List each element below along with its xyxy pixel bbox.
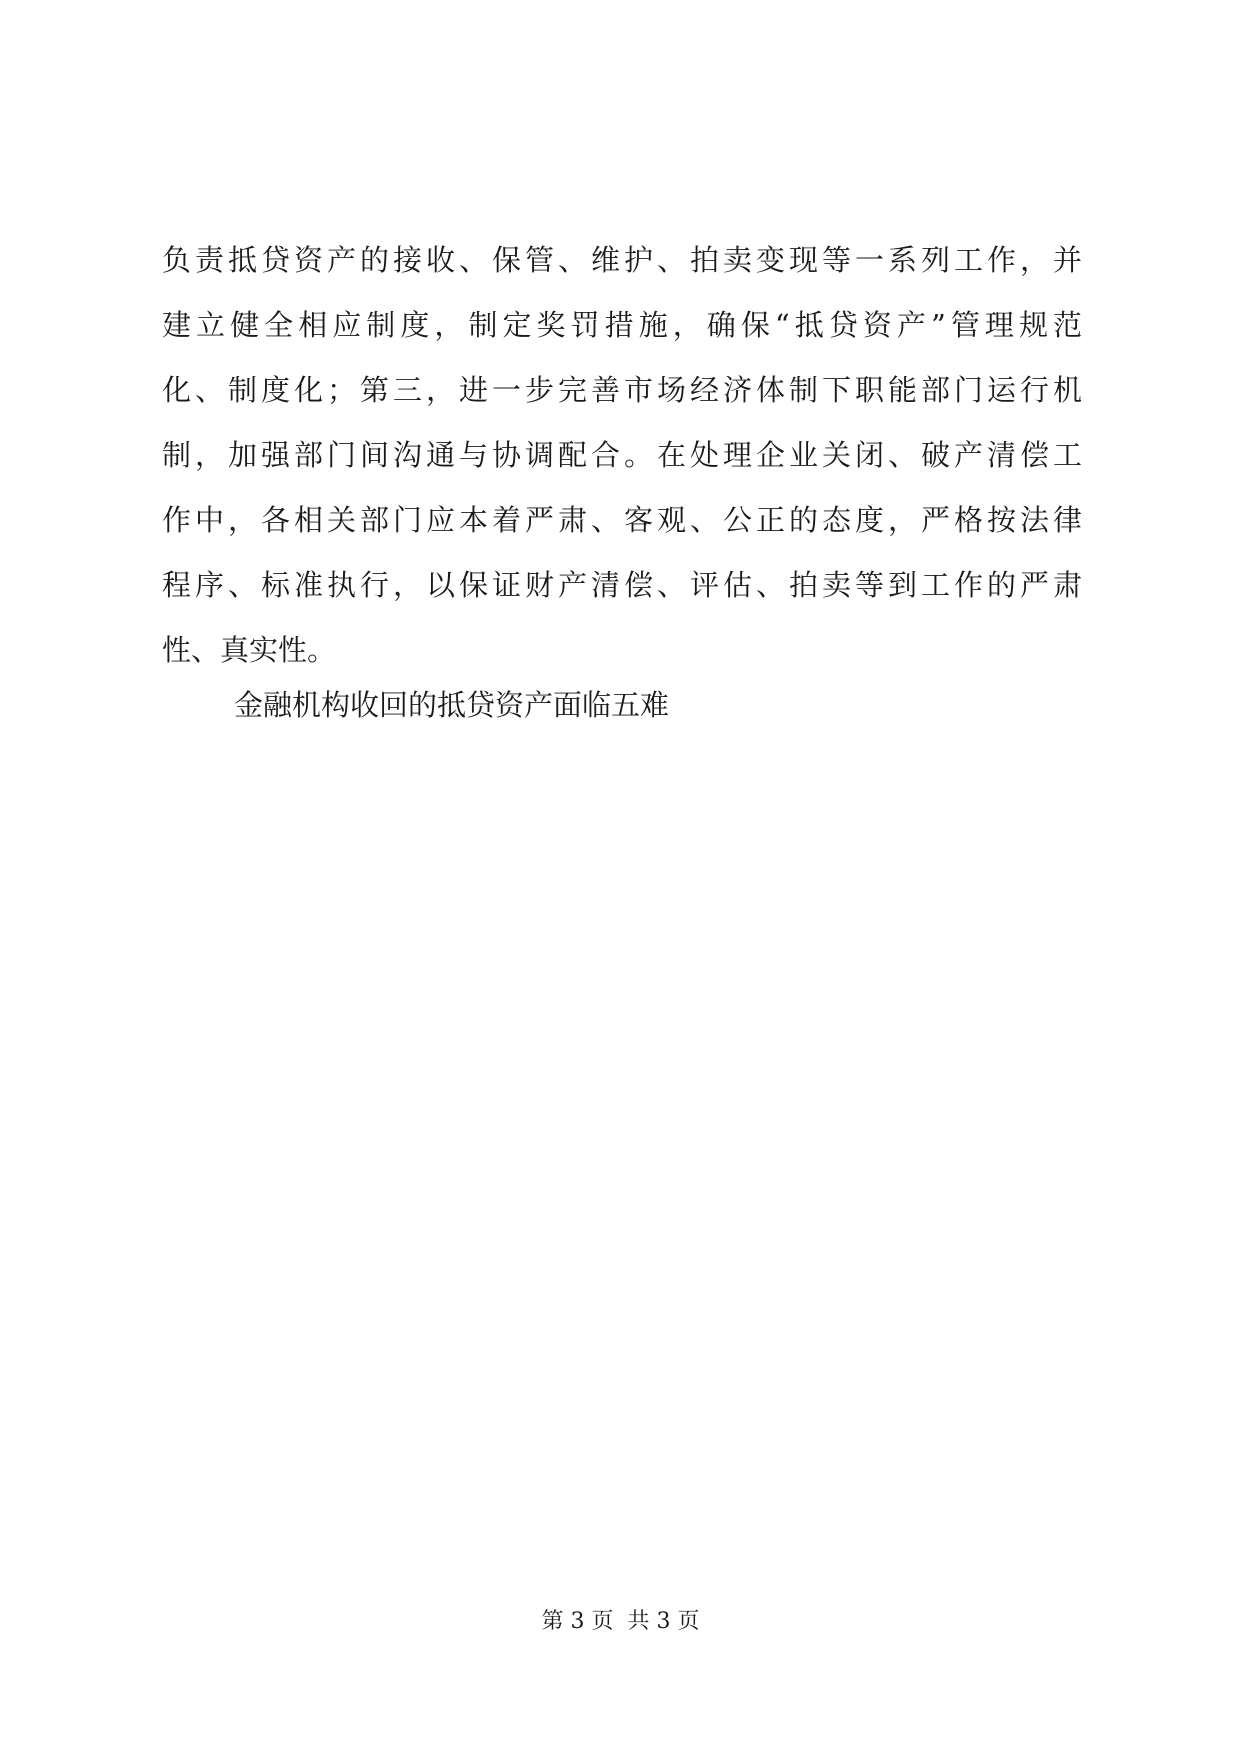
page-footer	[0, 1607, 1241, 1637]
paragraph-line: 化、制度化；第三，进一步完善市场经济体制下职能部门运行机	[162, 373, 1082, 407]
section-heading: 金融机构收回的抵贷资产面临五难	[234, 688, 670, 722]
paragraph-line-last: 性、真实性。	[162, 633, 337, 667]
paragraph-line: 负责抵贷资产的接收、保管、维护、拍卖变现等一系列工作，并	[162, 243, 1082, 277]
paragraph-line: 建立健全相应制度，制定奖罚措施，确保“抵贷资产”管理规范	[162, 308, 1082, 342]
page-number: 第 3 页	[541, 1609, 614, 1634]
paragraph-line: 作中，各相关部门应本着严肃、客观、公正的态度，严格按法律	[162, 503, 1082, 537]
paragraph-line: 程序、标准执行，以保证财产清偿、评估、拍卖等到工作的严肃	[162, 568, 1082, 602]
page-total: 共 3 页	[627, 1609, 700, 1634]
paragraph-line: 制，加强部门间沟通与协调配合。在处理企业关闭、破产清偿工	[162, 438, 1082, 472]
